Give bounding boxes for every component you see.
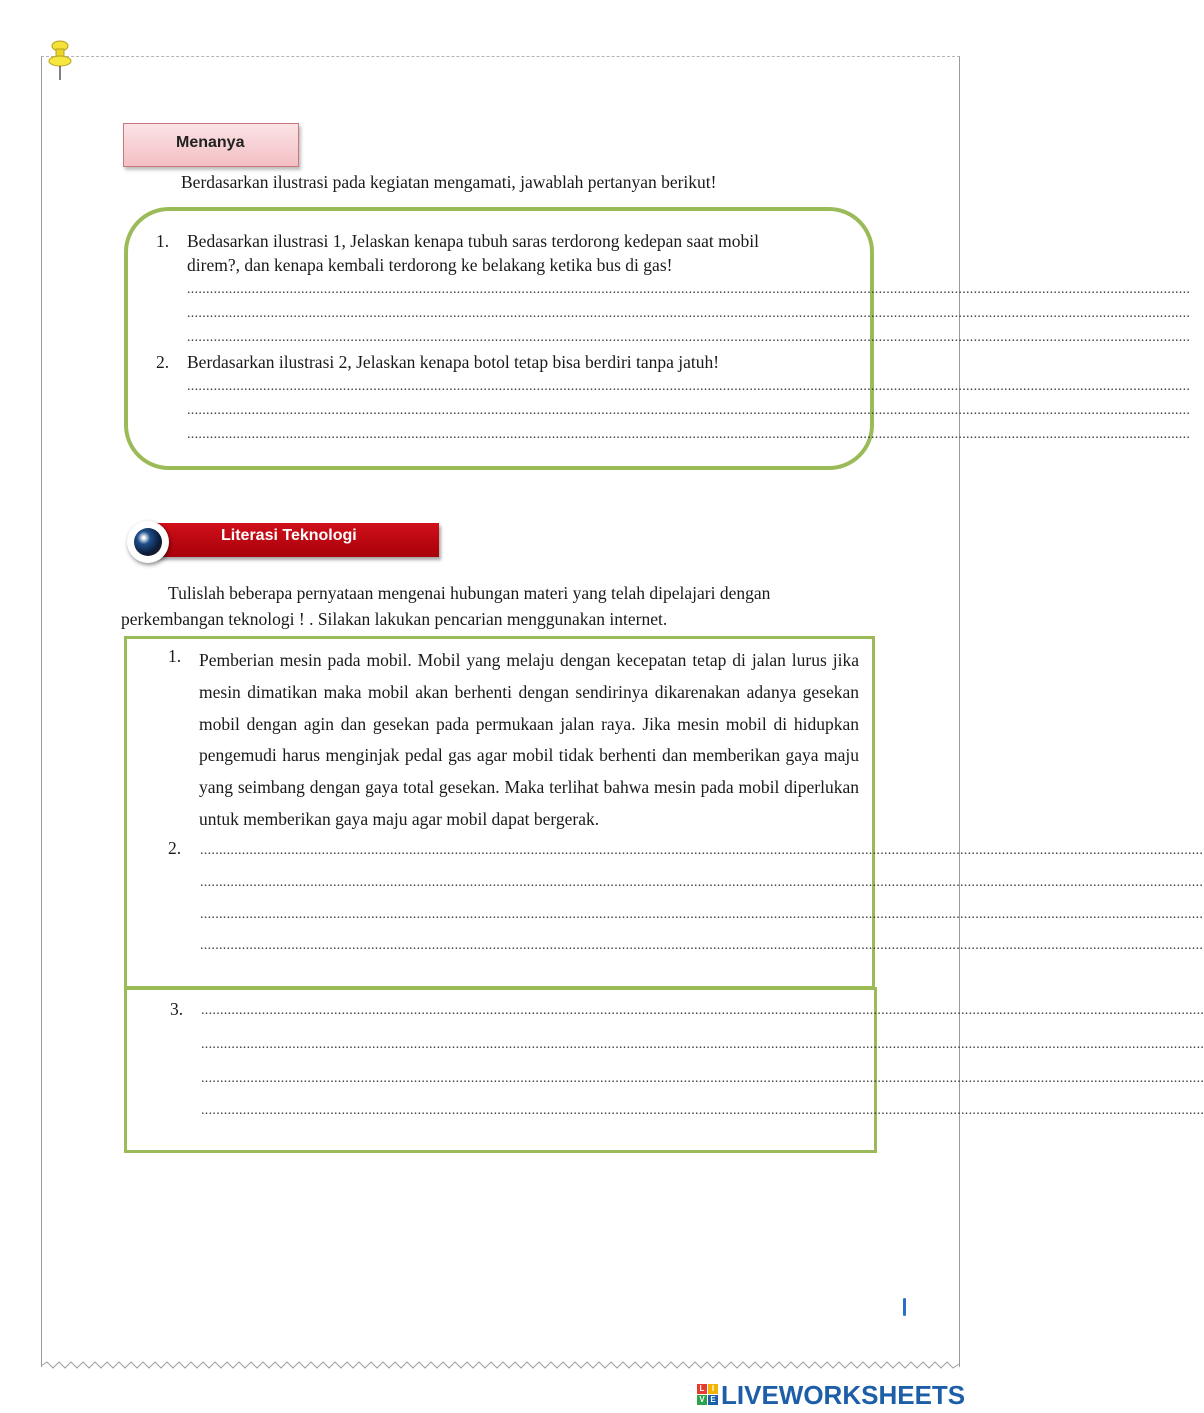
answer-line[interactable]: ........................................................................................................................................................................................................................................................................ (187, 379, 1191, 394)
answer-line[interactable]: ........................................................................................................................................................................................................................................................................ (200, 843, 1204, 858)
answer-line[interactable]: ........................................................................................................................................................................................................................................................................ (200, 907, 1204, 922)
answer-line[interactable]: ........................................................................................................................................................................................................................................................................ (187, 330, 1191, 345)
answer-number: 1. (168, 646, 182, 666)
menanya-badge: Menanya (123, 123, 299, 167)
literasi-instruction-line1: Tulislah beberapa pernyataan mengenai hubungan materi yang telah dipelajari dengan (168, 583, 771, 603)
menanya-instruction: Berdasarkan ilustrasi pada kegiatan mengamati, jawablah pertanyan berikut! (181, 172, 717, 192)
answer-number: 3. (170, 999, 184, 1019)
literasi-label: Literasi Teknologi (221, 527, 357, 544)
answer-line[interactable]: ........................................................................................................................................................................................................................................................................ (200, 875, 1204, 890)
answer-line[interactable]: ........................................................................................................................................................................................................................................................................ (201, 1037, 1204, 1052)
liveworksheets-logo-icon: L I V E (697, 1384, 719, 1406)
answer-line[interactable]: ........................................................................................................................................................................................................................................................................ (187, 282, 1191, 297)
answer-line[interactable]: ........................................................................................................................................................................................................................................................................ (201, 1003, 1204, 1018)
page-marker (903, 1298, 906, 1316)
question-text: direm?, dan kenapa kembali terdorong ke belakang ketika bus di gas! (187, 255, 673, 275)
question-number: 1. (156, 231, 170, 251)
answer-line[interactable]: ........................................................................................................................................................................................................................................................................ (187, 306, 1191, 321)
question-text: Berdasarkan ilustrasi 2, Jelaskan kenapa botol tetap bisa berdiri tanpa jatuh! (187, 352, 720, 372)
logo-text: LIVEWORKSHEETS (721, 1380, 966, 1410)
literasi-teknologi-badge (127, 521, 441, 561)
answer-line[interactable]: ........................................................................................................................................................................................................................................................................ (201, 1103, 1204, 1118)
answer-line[interactable]: ........................................................................................................................................................................................................................................................................ (187, 403, 1191, 418)
answer-1-text: Pemberian mesin pada mobil. Mobil yang melaju dengan kecepatan tetap di jalan lurus jika mesin dimatikan maka mobil akan berhenti dengan sendirinya dikarenakan adanya gesekan mobil dengan agin dan gesekan pada permukaan jalan raya. Jika mesin mobil di hidupkan pengemudi harus menginjak pedal gas agar mobil tidak berhenti dan memberikan gaya maju yang seimbang dengan gaya total gesekan. Maka terlihat bahwa mesin pada mobil diperlukan untuk memberikan gaya maju agar mobil dapat bergerak. (199, 650, 859, 829)
question-text: Bedasarkan ilustrasi 1, Jelaskan kenapa tubuh saras terdorong kedepan saat mobil (187, 231, 759, 251)
answer-line[interactable]: ........................................................................................................................................................................................................................................................................ (201, 1071, 1204, 1086)
globe-icon-frame (127, 521, 169, 563)
answer-line[interactable]: ........................................................................................................................................................................................................................................................................ (187, 427, 1191, 442)
globe-icon (134, 528, 162, 556)
question-number: 2. (156, 352, 170, 372)
pushpin-icon (46, 40, 74, 82)
answer-line[interactable]: ........................................................................................................................................................................................................................................................................ (200, 938, 1204, 953)
literasi-instruction-line2: perkembangan teknologi ! . Silakan lakukan pencarian menggunakan internet. (121, 609, 668, 629)
answer-number: 2. (168, 838, 182, 858)
page-bottom-edge (41, 1360, 959, 1372)
